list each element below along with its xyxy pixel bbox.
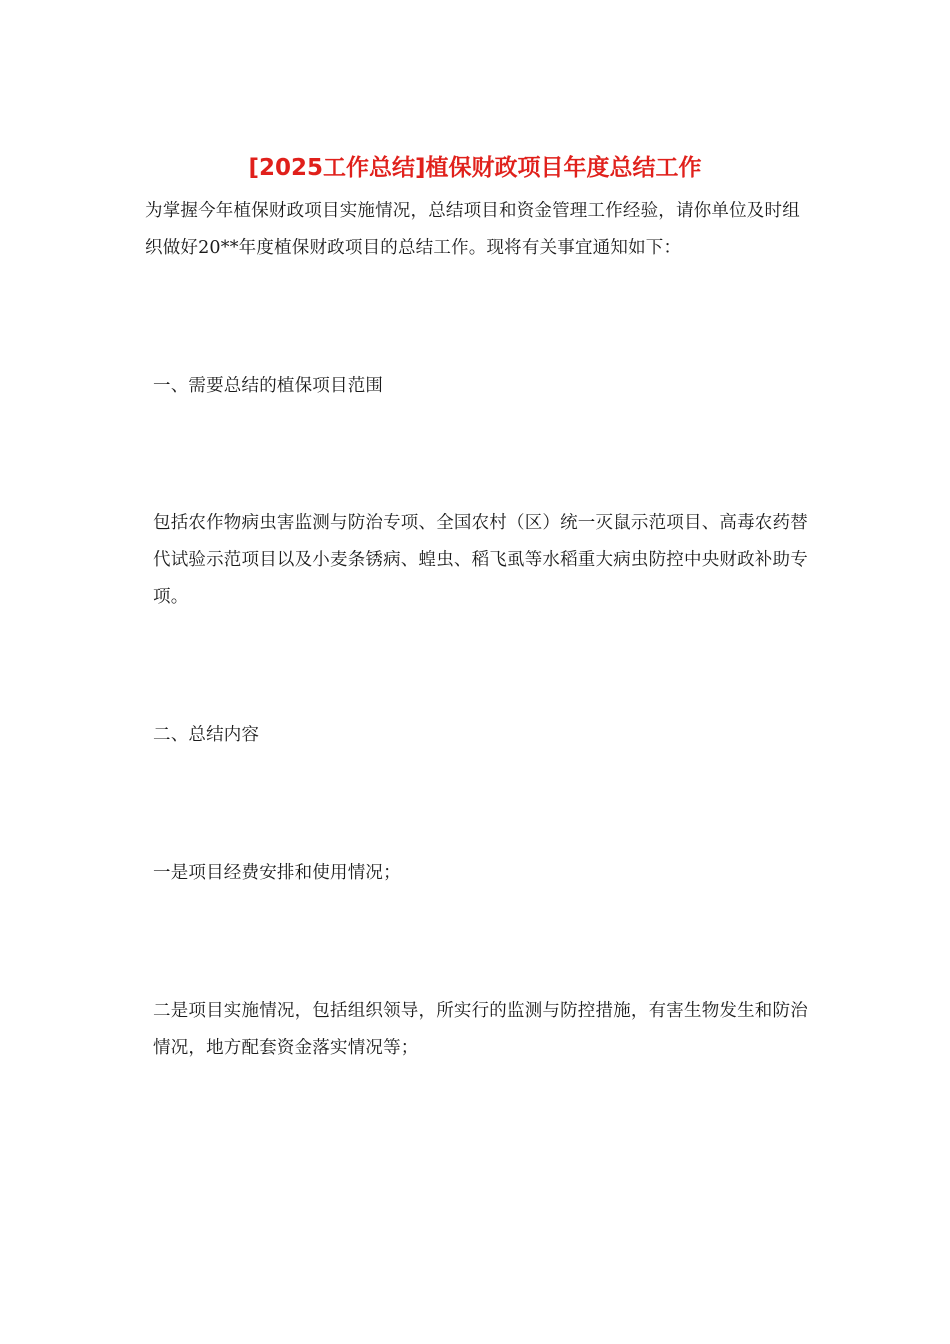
document-title: [2025工作总结]植保财政项目年度总结工作 xyxy=(248,155,702,181)
content-item-implementation: 二是项目实施情况，包括组织领导，所实行的监测与防控措施，有害生物发生和防治情况，地方配套资金落实情况等； xyxy=(153,1001,808,1058)
intro-paragraph: 为掌握今年植保财政项目实施情况，总结项目和资金管理工作经验，请你单位及时组织做好20**年度植保财政项目的总结工作。现将有关事宜通知如下： xyxy=(145,201,800,258)
section-heading-content: 二、总结内容 xyxy=(153,725,260,745)
scope-paragraph: 包括农作物病虫害监测与防治专项、全国农村（区）统一灭鼠示范项目、高毒农药替代试验示范项目以及小麦条锈病、蝗虫、稻飞虱等水稻重大病虫防控中央财政补助专项。 xyxy=(153,513,808,607)
section-heading-scope: 一、需要总结的植保项目范围 xyxy=(153,376,384,396)
content-item-funding: 一是项目经费安排和使用情况； xyxy=(153,863,401,883)
